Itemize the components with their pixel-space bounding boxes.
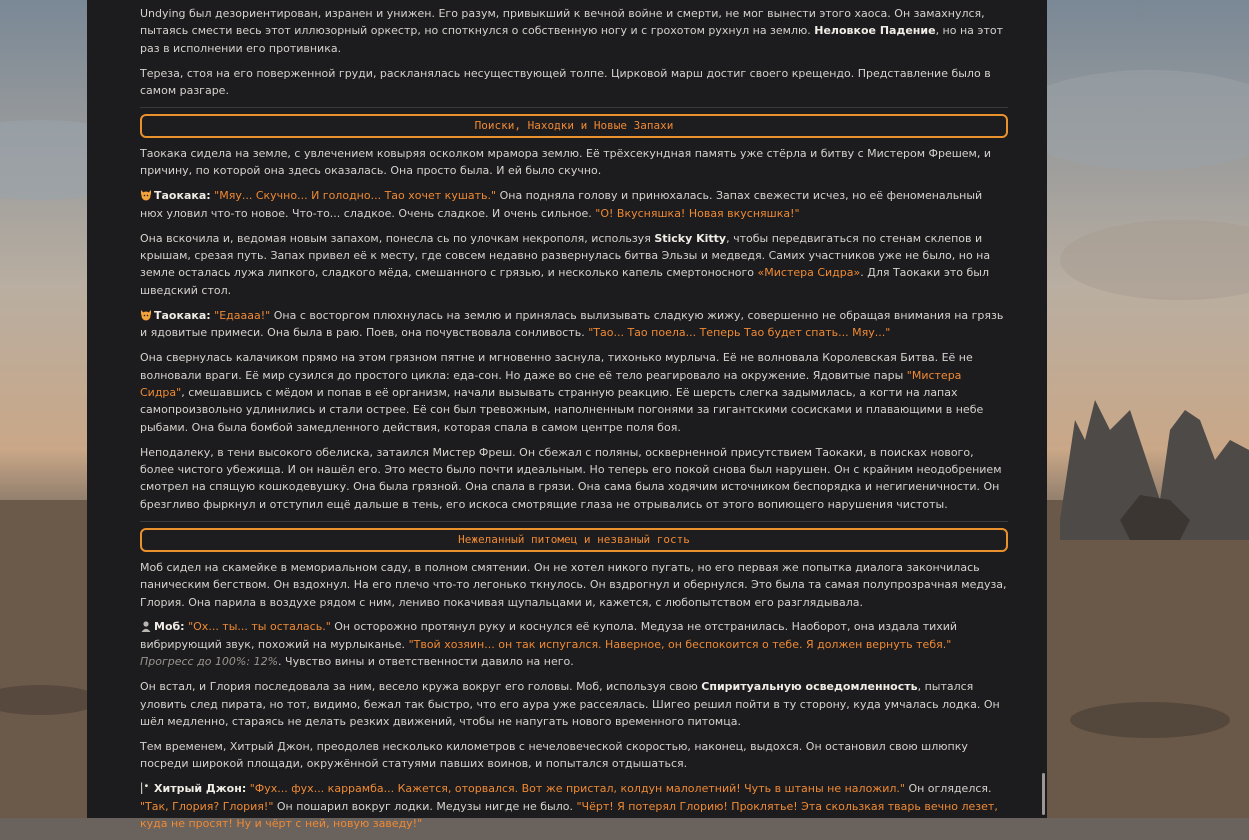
skill-name: Спиритуальную осведомленность <box>701 680 918 694</box>
progress-note: Прогресс до 100%: 12% <box>140 655 279 669</box>
pirate-flag-icon <box>140 782 152 794</box>
story-panel <box>87 0 1047 831</box>
section-heading: Нежеланный питомец и незваный гость <box>140 528 1008 552</box>
dialogue-paragraph <box>140 307 1008 342</box>
story-content <box>140 5 1008 840</box>
quote: "Чёрт! Я потерял Глорию! Проклятье! Эта скользкая тварь вечно лезет, куда не просят! Ну и чёрт с ней, новую заведу!" <box>140 799 998 831</box>
divider <box>140 521 1008 522</box>
text-run: Он огляделся. <box>904 782 992 796</box>
dialogue-paragraph <box>140 618 1008 670</box>
story-paragraph <box>140 230 1008 300</box>
quote: "Ох... ты... ты осталась." <box>188 620 331 634</box>
story-paragraph: Тем временем, Хитрый Джон, преодолев несколько километров с нечеловеческой скоростью, наконец, выдохся. Он остановил свою шлюпку посреди широкой площади, окружённой статуями павших воинов, и попытался отдышаться. <box>140 739 968 771</box>
dialogue-paragraph <box>140 780 1008 832</box>
story-paragraph: Тереза, стоя на его поверженной груди, раскланялась несуществующей толпе. Цирковой марш достиг своего крещендо. Представление было в самом разгаре. <box>140 66 991 98</box>
text-run: , пытался уловить след пирата, но тот, видимо, бежал так быстро, что его аура уже рассеялась. Шигео решил пойти в ту сторону, куда умчалась лодка. Он шёл медленно, стараясь не делать резких движений, чтобы не напугать нового временного питомца. <box>140 680 1000 728</box>
story-paragraph: Неподалеку, в тени высокого обелиска, затаился Мистер Фреш. Он сбежал с поляны, оскверненной присутствием Таокаки, в поисках нового, более чистого убежища. И он нашёл его. Это место было почти идеальным. Но теперь его покой снова был нарушен. Он с крайним неодобрением смотрел на спящую кошкодевушку. Она была грязной. Она спала в грязи. Она сама была ходячим источником беспорядка и негигиеничности. Он брезгливо фыркнул и отступил ещё дальше в тень, его искоса смотрящие глаза не отрывались от этого вопиющего нарушения чистоты. <box>140 445 1002 511</box>
text-run: Он встал, и Глория последовала за ним, весело кружа вокруг его головы. Моб, используя свою <box>140 680 702 694</box>
text-run: . Чувство вины и ответственности давило на него. <box>278 655 574 669</box>
story-paragraph: Таокака сидела на земле, с увлечением ковыряя осколком мрамора землю. Её трёхсекундная память уже стёрла и битву с Мистером Фрешем, и причину, по которой она здесь оказалась. Она просто была. И ей было скучно. <box>140 147 991 178</box>
person-silhouette-icon <box>140 620 152 632</box>
quote: "Мистера Сидра" <box>140 368 962 399</box>
text-run: , смешавшись с мёдом и попав в её организм, начали вызывать странную реакцию. Её шерсть слегка задымилась, а когти на лапах самопроизвольно удлинились и стали острее. Её сон был тревожным, наполненным погонями за гигантскими сосисками и плавающими в небе рыбами. Она была бомбой замедленного действия, которая спала в самом центре поля боя. <box>140 385 984 434</box>
quote: "Так, Глория? Глория!" <box>140 799 274 813</box>
story-paragraph <box>140 349 1008 436</box>
speaker-name: Моб: <box>154 620 185 634</box>
text-run: Он пошарил вокруг лодки. Медузы нигде не было. <box>273 799 577 813</box>
scrollbar-thumb[interactable] <box>1042 773 1045 815</box>
dialogue-paragraph <box>140 187 1008 222</box>
text-run: Undying был дезориентирован, изранен и унижен. Его разум, привыкший к вечной войне и смерти, не мог вынести этого хаоса. Он замахнулся, пытаясь смести весь этот иллюзорный оркестр, но споткнулся о собственную ногу и с грохотом рухнул на землю. <box>140 7 985 38</box>
speaker-name: Таокака: <box>154 189 211 203</box>
divider <box>140 107 1008 108</box>
speaker-name: Таокака: <box>154 308 211 322</box>
skill-name: Sticky Kitty <box>654 231 727 245</box>
quote: "Фух... фух... каррамба... Кажется, оторвался. Вот же пристал, колдун малолетний! Чуть в штаны не наложил." <box>249 782 905 796</box>
quote: "Тао... Тао поела... Теперь Тао будет спать... Мяу..." <box>588 326 891 340</box>
text-run: Он осторожно протянул руку и коснулся её купола. Медуза не отстранилась. Наоборот, она издала тихий вибрирующий звук, похожий на мурлыканье. <box>140 620 958 651</box>
quote: "Мяу... Скучно... И голодно... Тао хочет кушать." <box>214 189 497 203</box>
text-run: , но на этот раз в исполнении его противника. <box>140 24 1003 55</box>
text-run: Она подняла голову и принюхалась. Запах свежести исчез, но её феноменальный нюх уловил что-то новое. Что-то... сладкое. Очень сладкое. И очень сильное. <box>140 189 983 220</box>
text-run: Она с восторгом плюхнулась на землю и принялась вылизывать сладкую жижу, совершенно не обращая внимания на грязь и ядовитые примеси. Она была в раю. Поев, она почувствовала сонливость. <box>140 308 1004 340</box>
cat-face-icon <box>140 309 152 321</box>
speaker-name: Хитрый Джон: <box>154 782 247 796</box>
text-run: Она свернулась калачиком прямо на этом грязном пятне и мгновенно заснула, тихонько мурлыча. Её не волновала Королевская Битва. Её не волновали враги. Её мир сузился до простого цикла: еда-сон. Но даже во сне её тело реагировало на окружение. Ядовитые пары <box>140 351 973 382</box>
skill-name: Неловкое Падение <box>814 24 936 38</box>
quote: "Твой хозяин... он так испугался. Наверное, он беспокоится о тебе. Я должен вернуть тебя." <box>408 637 952 651</box>
quote: «Мистера Сидра» <box>757 266 861 280</box>
story-paragraph: Моб сидел на скамейке в мемориальном саду, в полном смятении. Он не хотел никого пугать, но его первая же попытка диалога закончилась паническим бегством. Он вздохнул. На его плечо что-то легонько ткнулось. Он вздрогнул и обернулся. Это была та самая полупрозрачная медуза, Глория. Она парила в воздухе рядом с ним, лениво покачивая щупальцами и, кажется, с любопытством его разглядывала. <box>140 560 1007 609</box>
text-run: Она вскочила и, ведомая новым запахом, понесла сь по улочкам некрополя, используя <box>140 231 655 245</box>
story-paragraph <box>140 5 1008 57</box>
scrollbar-track[interactable] <box>1040 0 1047 818</box>
quote: "Едаааа!" <box>214 308 271 322</box>
cat-face-icon <box>140 189 152 201</box>
text-run: . Для Таокаки это был шведский стол. <box>140 266 990 297</box>
section-heading: Поиски, Находки и Новые Запахи <box>140 114 1008 138</box>
story-paragraph <box>140 678 1008 730</box>
text-run: , чтобы передвигаться по стенам склепов и крышам, срезая путь. Запах привел её к месту, где совсем недавно развернулась битва Эльзы и медведя. Самих участников уже не было, но на земле осталась лужа липкого, сладкого мёда, смешанного с грязью, и несколько капель смертоносного <box>140 231 991 280</box>
quote: "О! Вкусняшка! Новая вкусняшка!" <box>595 206 800 220</box>
